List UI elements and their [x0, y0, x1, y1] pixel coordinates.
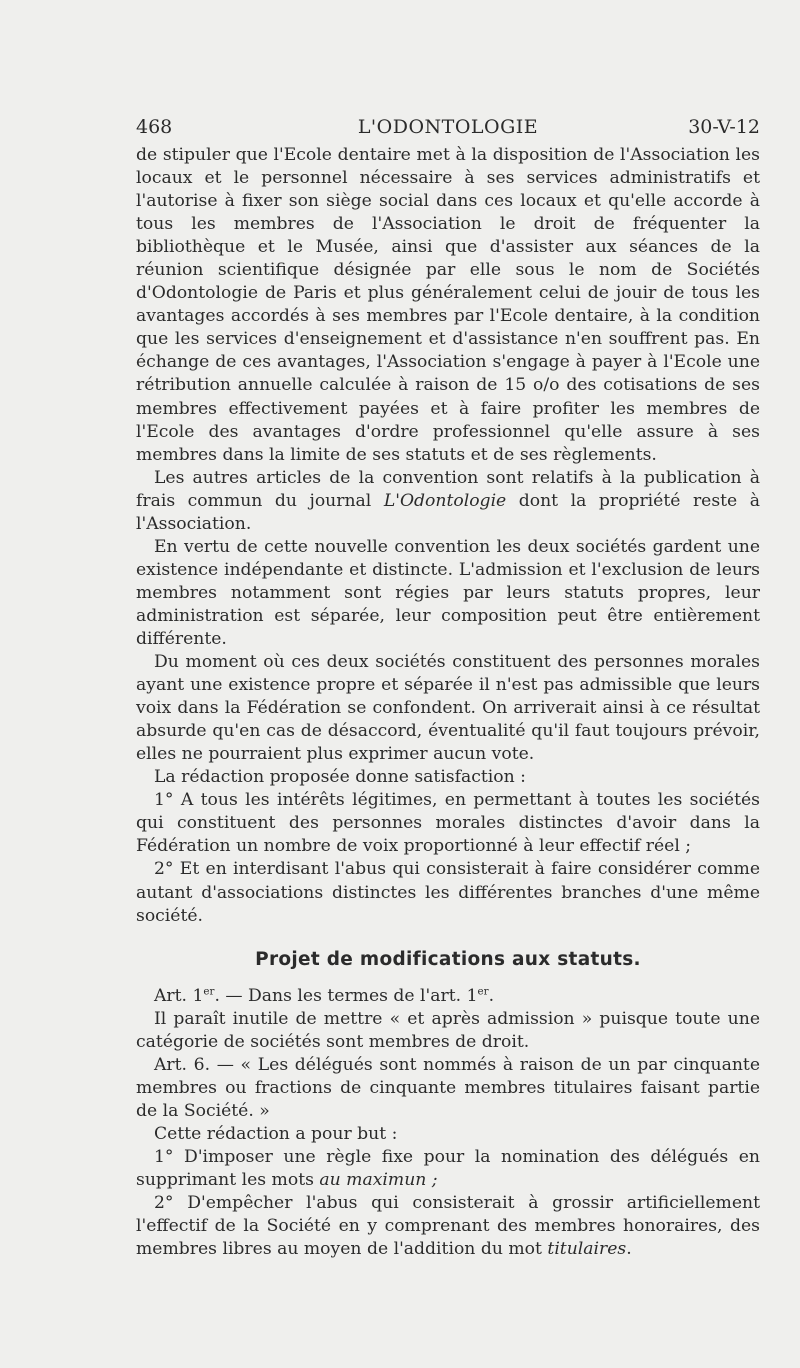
paragraph: En vertu de cette nouvelle convention les deux sociétés gardent une existence indépendante et distincte. L'admission et l'exclusion de leurs membres notamment sont régies par leurs statuts propres, leur administration est séparée, leur composition peut être entièrement différente.: [136, 536, 760, 649]
paragraph: Il paraît inutile de mettre « et après admission » puisque toute une catégorie de sociétés sont membres de droit.: [136, 1008, 760, 1052]
paragraph: Art. 6. — « Les délégués sont nommés à raison de un par cinquante membres ou fractions de cinquante membres titulaires faisant partie de la Société. »: [136, 1054, 760, 1121]
paragraph: de stipuler que l'Ecole dentaire met à la disposition de l'Association les locaux et le personnel nécessaire à ses services administratifs et l'autorise à fixer son siège social dans ces locaux et qu'elle accorde à tous les membres de l'Association le droit de fréquenter la bibliothèque et le Musée, ainsi que d'assister aux séances de la réunion scientifique désignée par elle sous le nom de Sociétés d'Odontologie de Paris et plus généralement celui de jouir de tous les avantages accordés à ses membres par l'Ecole dentaire, à la condition que les services d'enseignement et d'assistance n'en souffrent pas. En échange de ces avantages, l'Association s'engage à payer à l'Ecole une rétribution annuelle calculée à raison de 15 o/o des cotisations de ses membres effectivement payées et à faire profiter les membres de l'Ecole des avantages d'ordre professionnel qu'elle assure à ses membres dans la limite de ses statuts et de ses règlements.: [136, 145, 760, 465]
paragraph: 2° D'empêcher l'abus qui consisterait à grossir artificiellement l'effectif de la Société en y comprenant des membres honoraires, des membres libres au moyen de l'addition du mot titulaires.: [136, 1193, 760, 1260]
issue-date: 30-V-12: [688, 116, 760, 138]
body-text: [136, 144, 760, 1261]
section-heading: Projet de modifications aux statuts.: [255, 948, 641, 970]
paragraph: 1° A tous les intérêts légitimes, en permettant à toutes les sociétés qui constituent des personnes morales distinctes d'avoir dans la Fédération un nombre de voix proportionné à leur effectif réel ;: [136, 790, 760, 857]
journal-title: L'Odontologie: [383, 490, 507, 511]
running-title: L'ODONTOLOGIE: [357, 116, 539, 138]
paragraph: Du moment où ces deux sociétés constituent des personnes morales ayant une existence propre et séparée il n'est pas admissible que leurs voix dans la Fédération se confondent. On arriverait ainsi à ce résultat absurde qu'en cas de désaccord, éventualité qu'il faut toujours prévoir, elles ne pourraient plus exprimer aucun vote.: [136, 652, 760, 765]
page-number: 468: [136, 116, 173, 138]
paragraph: La rédaction proposée donne satisfaction :: [154, 767, 526, 788]
paragraph: Les autres articles de la convention sont relatifs à la publication à frais commun du journal L'Odontologie dont la propriété reste à l'Association.: [136, 467, 760, 534]
paragraph: Cette rédaction a pour but :: [154, 1123, 398, 1144]
paragraph: 2° Et en interdisant l'abus qui consisterait à faire considérer comme autant d'associations distinctes les différentes branches d'une même société.: [136, 859, 760, 926]
paragraph: 1° D'imposer une règle fixe pour la nomination des délégués en supprimant les mots au maximun ;: [136, 1146, 760, 1191]
paragraph: Art. 1er. — Dans les termes de l'art. 1er.: [154, 984, 495, 1006]
